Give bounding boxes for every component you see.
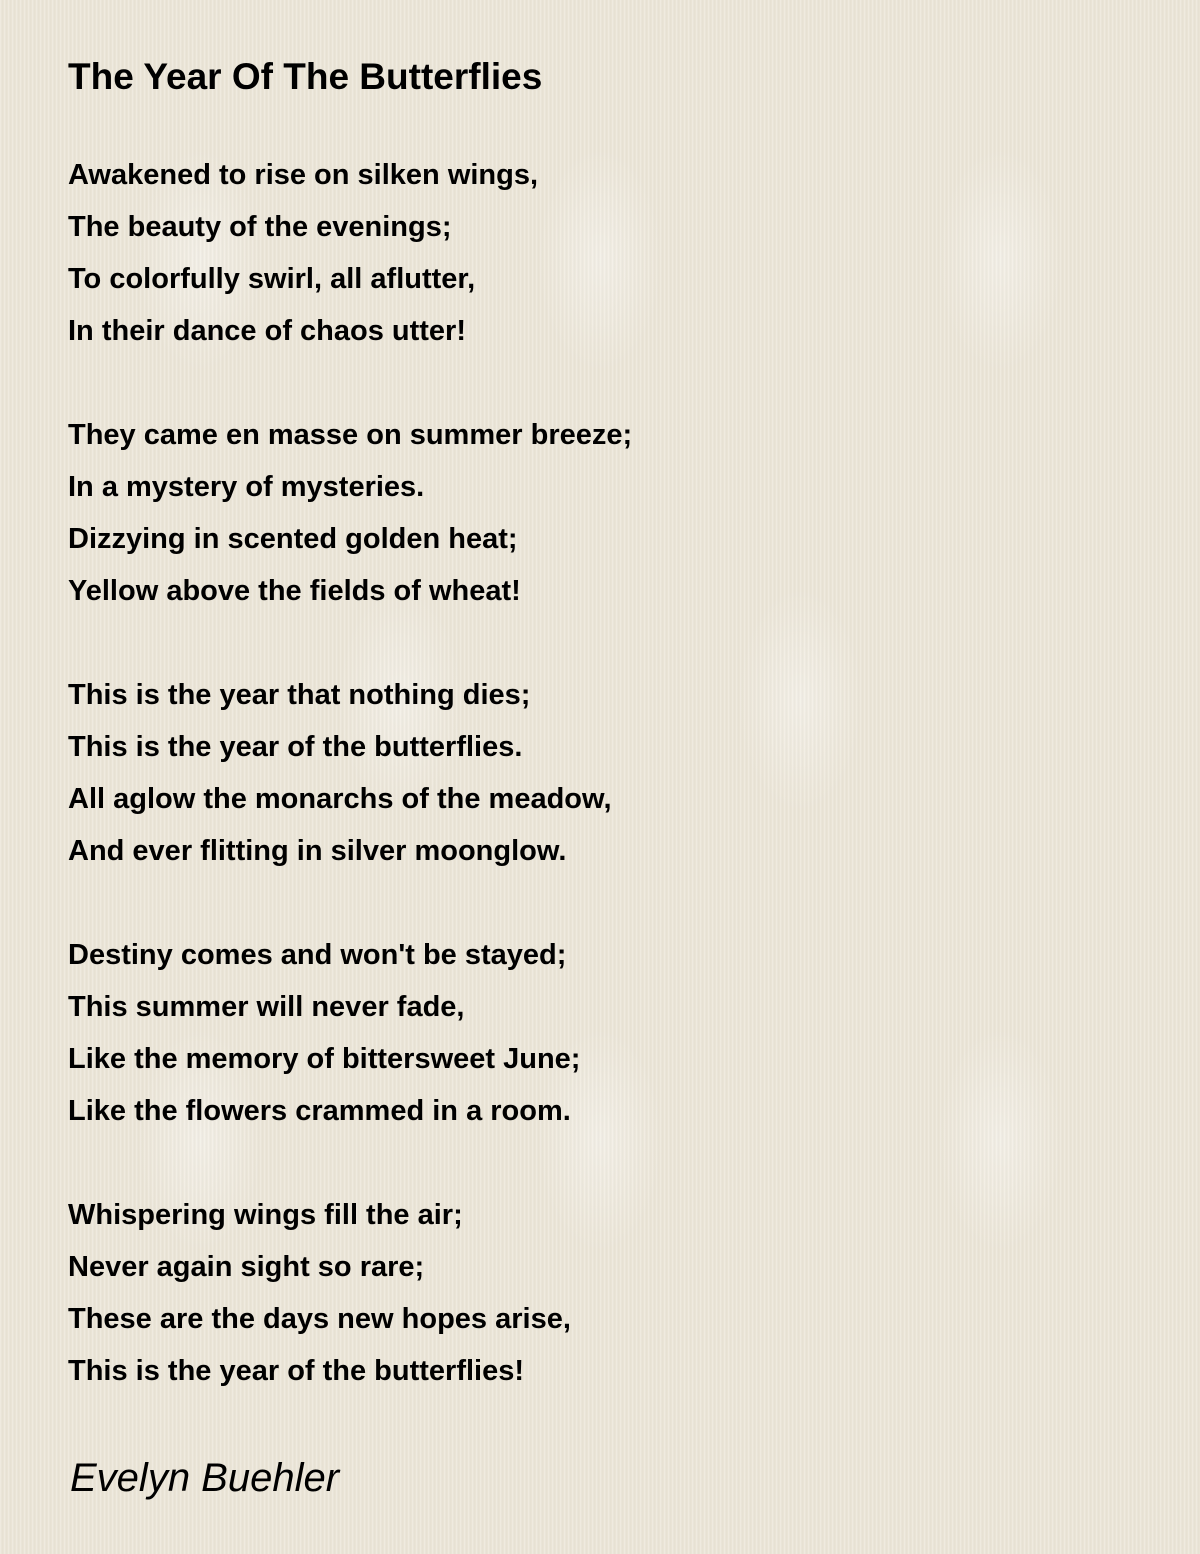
poem-line: Dizzying in scented golden heat;	[68, 523, 518, 555]
stanza-4	[68, 929, 1168, 1137]
poem-line: To colorfully swirl, all aflutter,	[68, 263, 476, 295]
poem-line: This is the year of the butterflies.	[68, 731, 523, 763]
poem-line: In a mystery of mysteries.	[68, 471, 425, 503]
poem-body	[68, 149, 1168, 1449]
poem-line: Awakened to rise on silken wings,	[68, 159, 539, 191]
poem-line: Never again sight so rare;	[68, 1251, 425, 1283]
stanza-2	[68, 409, 1168, 617]
stanza-3	[68, 669, 1168, 877]
stanza-5	[68, 1189, 1168, 1397]
poem-line: Yellow above the fields of wheat!	[68, 575, 521, 607]
poem-title: The Year Of The Butterflies	[68, 56, 543, 97]
poem-line: In their dance of chaos utter!	[68, 315, 466, 347]
poem-line: Destiny comes and won't be stayed;	[68, 939, 567, 971]
poem-author: Evelyn Buehler	[70, 1456, 340, 1500]
poem-line: Like the memory of bittersweet June;	[68, 1043, 581, 1075]
poem-line: Like the flowers crammed in a room.	[68, 1095, 571, 1127]
poem-line: The beauty of the evenings;	[68, 211, 452, 243]
poem-line: This is the year of the butterflies!	[68, 1355, 525, 1387]
poem-line: These are the days new hopes arise,	[68, 1303, 571, 1335]
stanza-1	[68, 149, 1168, 357]
poem-line: Whispering wings fill the air;	[68, 1199, 463, 1231]
poem-line: And ever flitting in silver moonglow.	[68, 835, 567, 867]
poem-line: All aglow the monarchs of the meadow,	[68, 783, 612, 815]
poem-line: This summer will never fade,	[68, 991, 465, 1023]
poem-line: This is the year that nothing dies;	[68, 679, 531, 711]
poem-line: They came en masse on summer breeze;	[68, 419, 633, 451]
